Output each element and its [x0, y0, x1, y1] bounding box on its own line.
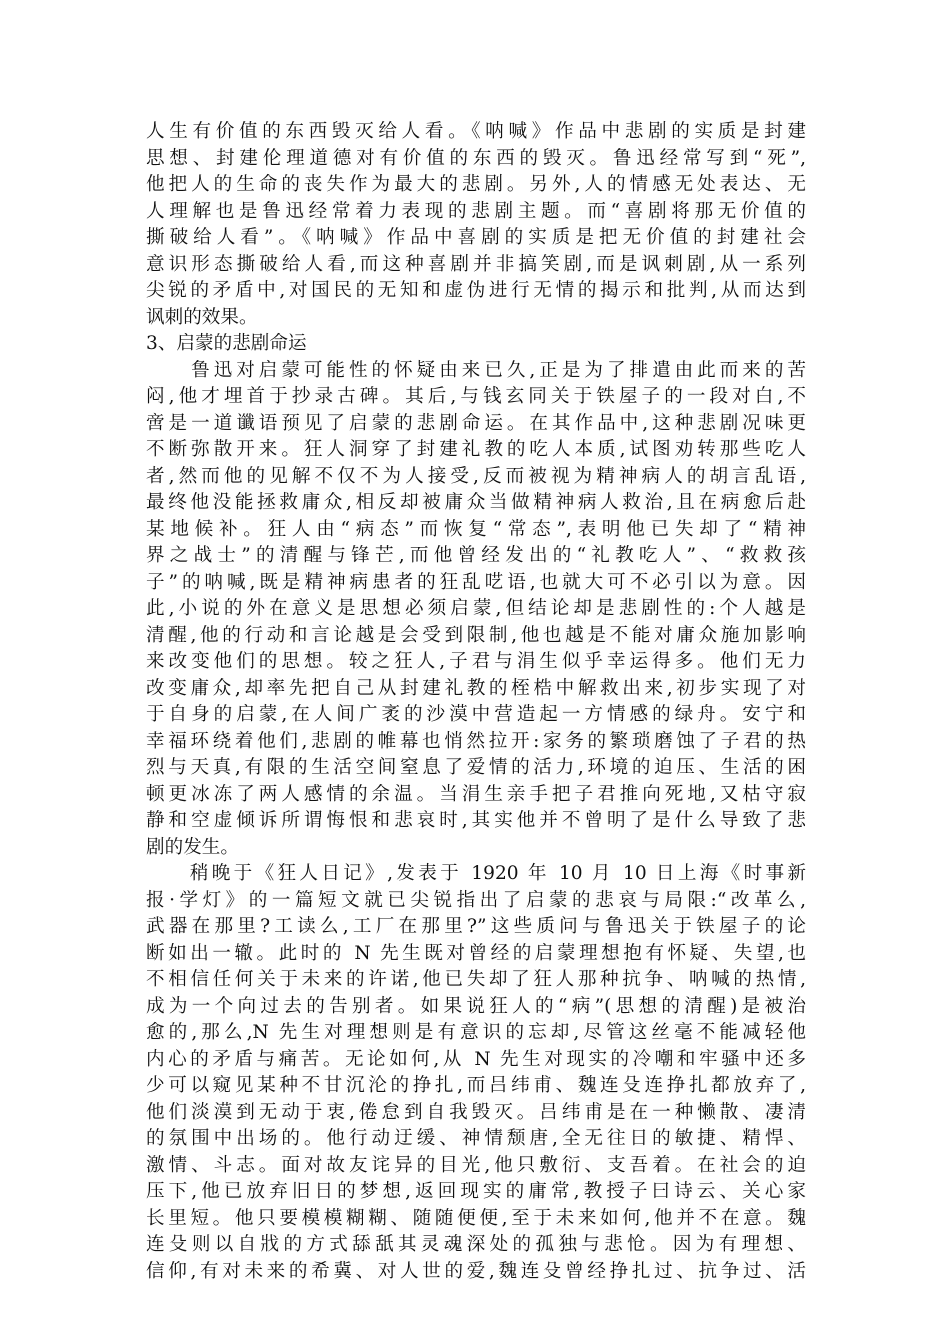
text-line: 信仰,有对未来的希冀、对人世的爱,魏连殳曾经挣扎过、抗争过、活 [146, 1260, 806, 1282]
text-line: 不相信任何关于未来的许诺,他已失却了狂人那种抗争、呐喊的热情, [146, 969, 806, 990]
text-line: 烈与天真,有限的生活空间窒息了爱情的活力,环境的迫压、生活的困 [146, 757, 806, 778]
text-line: 最终他没能拯救庸众,相反却被庸众当做精神病人救治,且在病愈后赴 [146, 492, 806, 513]
text-line: 他们淡漠到无动于衷,倦怠到自我毁灭。吕纬甫是在一种懒散、凄清 [146, 1101, 806, 1123]
paragraph-2 [146, 358, 806, 862]
section-heading: 3、启蒙的悲剧命运 [146, 333, 307, 354]
text-line: 改变庸众,却率先把自己从封建礼教的桎梏中解救出来,初步实现了对 [146, 677, 806, 699]
text-line: 成为一个向过去的告别者。如果说狂人的“病”(思想的清醒)是被治 [146, 995, 806, 1017]
text-line: 愈的,那么,N 先生对理想则是有意识的忘却,尽管这丝毫不能减轻他 [146, 1022, 806, 1043]
text-line: 于自身的启蒙,在人间广袤的沙漠中营造起一方情感的绿舟。安宁和 [146, 704, 806, 725]
text-line: 断如出一辙。此时的 N 先生既对曾经的启蒙理想抱有怀疑、失望,也 [146, 942, 806, 964]
text-line: 压下,他已放弃旧日的梦想,返回现实的庸常,教授子曰诗云、关心家 [146, 1181, 806, 1202]
text-line: 武器在那里?工读么,工厂在那里?”这些质问与鲁迅关于铁屋子的论 [146, 916, 806, 937]
text-line: 撕破给人看”。《呐喊》作品中喜剧的实质是把无价值的封建社会 [146, 227, 806, 248]
text-line: 子”的呐喊,既是精神病患者的狂乱呓语,也就大可不必引以为意。因 [146, 571, 806, 593]
text-line: 稍晚于《狂人日记》,发表于 1920 年 10 月 10 日上海《时事新 [146, 863, 806, 884]
text-line: 来改变他们的思想。较之狂人,子君与涓生似乎幸运得多。他们无力 [146, 651, 806, 672]
text-line: 人理解也是鲁迅经常着力表现的悲剧主题。而“喜剧将那无价值的 [146, 200, 806, 222]
paragraph-1 [146, 119, 806, 331]
paragraph-3 [146, 861, 806, 1285]
text-line: 激情、斗志。面对故友诧异的目光,他只敷衍、支吾着。在社会的迫 [146, 1154, 806, 1176]
text-line: 幸福环绕着他们,悲剧的帷幕也悄然拉开:家务的繁琐磨蚀了子君的热 [146, 730, 806, 752]
text-line: 鲁迅对启蒙可能性的怀疑由来已久,正是为了排遣由此而来的苦 [146, 359, 806, 381]
text-line: 少可以窥见某种不甘沉沦的挣扎,而吕纬甫、魏连殳连挣扎都放弃了, [146, 1075, 806, 1096]
text-line: 人生有价值的东西毁灭给人看。《呐喊》作品中悲剧的实质是封建 [146, 121, 806, 142]
text-line: 此,小说的外在意义是思想必须启蒙,但结论却是悲剧性的:个人越是 [146, 598, 806, 619]
text-line: 思想、封建伦理道德对有价值的东西的毁灭。鲁迅经常写到“死”, [146, 147, 806, 169]
text-line: 他把人的生命的丧失作为最大的悲剧。另外,人的情感无处表达、无 [146, 174, 806, 195]
text-line: 界之战士”的清醒与锋芒,而他曾经发出的“礼教吃人”、“救救孩 [146, 545, 806, 566]
text-line: 尖锐的矛盾中,对国民的无知和虚伪进行无情的揭示和批判,从而达到 [146, 280, 806, 301]
text-line: 啻是一道谶语预见了启蒙的悲剧命运。在其作品中,这种悲剧况味更 [146, 412, 806, 434]
text-line: 长里短。他只要模模糊糊、随随便便,至于未来如何,他并不在意。魏 [146, 1207, 806, 1229]
document-page [146, 119, 806, 1285]
text-line: 某地候补。狂人由“病态”而恢复“常态”,表明他已失却了“精神 [146, 518, 806, 540]
text-line: 闷,他才埋首于抄录古碑。其后,与钱玄同关于铁屋子的一段对白,不 [146, 386, 806, 407]
text-line: 意识形态撕破给人看,而这种喜剧并非搞笑剧,而是讽刺剧,从一系列 [146, 253, 806, 275]
text-line: 清醒,他的行动和言论越是会受到限制,他也越是不能对庸众施加影响 [146, 624, 806, 646]
text-line: 的氛围中出场的。他行动迂缓、神情颓唐,全无往日的敏捷、精悍、 [146, 1128, 806, 1149]
text-line: 者,然而他的见解不仅不为人接受,反而被视为精神病人的胡言乱语, [146, 465, 806, 487]
text-line: 静和空虚倾诉所谓悔恨和悲哀时,其实他并不曾明了是什么导致了悲 [146, 810, 806, 831]
text-line: 顿更冰冻了两人感情的余温。当涓生亲手把子君推向死地,又枯守寂 [146, 783, 806, 805]
text-line: 报·学灯》的一篇短文就已尖锐指出了启蒙的悲哀与局限:“改革么, [146, 889, 806, 911]
text-line: 剧的发生。 [146, 836, 239, 858]
text-line: 内心的矛盾与痛苦。无论如何,从 N 先生对现实的冷嘲和牢骚中还多 [146, 1048, 806, 1070]
text-line: 讽刺的效果。 [146, 306, 258, 328]
text-line: 连殳则以自戕的方式舔舐其灵魂深处的孤独与悲怆。因为有理想、 [146, 1234, 806, 1255]
text-line: 不断弥散开来。狂人洞穿了封建礼教的吃人本质,试图劝转那些吃人 [146, 439, 806, 460]
